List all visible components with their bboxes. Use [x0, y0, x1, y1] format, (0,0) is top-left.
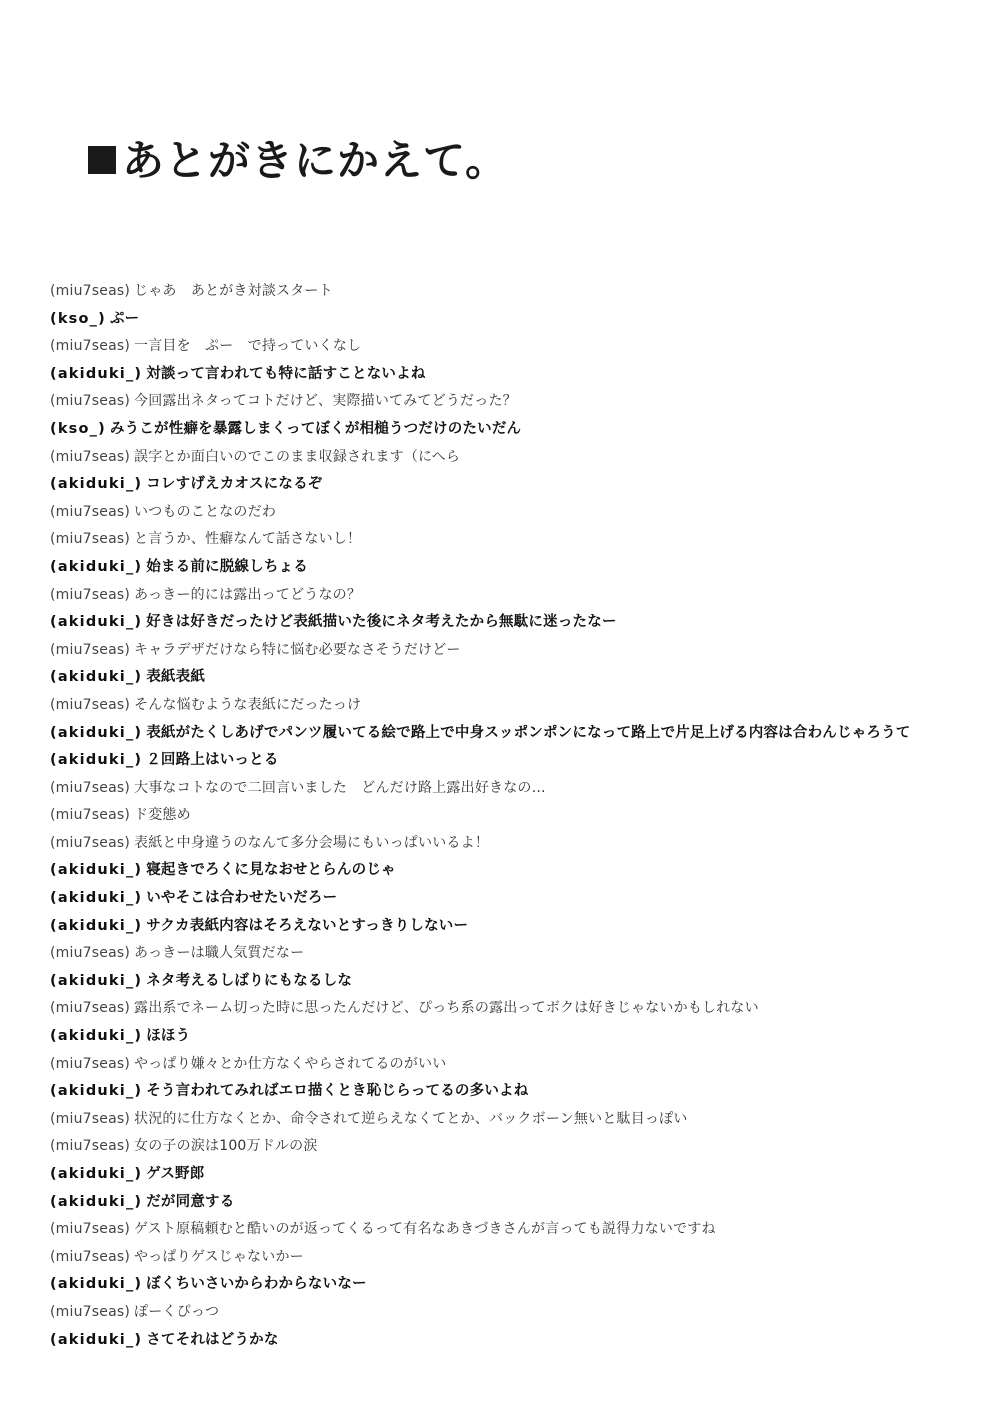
chat-line [50, 885, 970, 913]
chat-line [50, 361, 970, 389]
chat-line [50, 278, 970, 306]
chat-line [50, 388, 970, 416]
chat-speaker: (miu7seas) [50, 338, 131, 355]
chat-message: 誤字とか面白いのでこのまま収録されます（にへら [134, 448, 461, 465]
chat-line [50, 1216, 970, 1244]
chat-speaker: (akiduki_) [50, 724, 143, 741]
chat-speaker: (akiduki_) [50, 752, 143, 769]
chat-message: じゃあ あとがき対談スタート [134, 283, 333, 299]
chat-speaker: (miu7seas) [50, 586, 131, 603]
chat-speaker: (akiduki_) [50, 1083, 143, 1100]
chat-line [50, 1244, 970, 1272]
chat-message: 女の子の涙は100万ドルの涙 [134, 1138, 318, 1155]
chat-message: あっきー的には露出ってどうなの？ [134, 586, 362, 603]
chat-message: ゲス野郎 [146, 1166, 205, 1182]
chat-line [50, 582, 970, 610]
chat-line [50, 444, 970, 472]
chat-message: 状況的に仕方なくとか、命令されて逆らえなくてとか、バックボーン無いと駄目っぽい [134, 1110, 688, 1127]
chat-message: みうこが性癖を暴露しまくってぼくが相槌うつだけのたいだん [109, 420, 522, 437]
chat-message: あっきーは職人気質だなー [134, 945, 305, 962]
chat-message: 表紙と中身違うのなんて多分会場にもいっぱいいるよ！ [134, 834, 490, 851]
chat-line [50, 1327, 970, 1355]
chat-speaker: (miu7seas) [50, 641, 131, 658]
chat-speaker: (miu7seas) [50, 834, 131, 851]
chat-speaker: (miu7seas) [50, 1248, 131, 1265]
chat-message: やっぱりゲスじゃないかー [134, 1248, 304, 1265]
chat-message: 露出系でネーム切った時に思ったんだけど、ぴっち系の露出ってボクは好きじゃないかもしれない [134, 1000, 759, 1017]
chat-speaker: (miu7seas) [50, 1110, 131, 1127]
chat-speaker: (akiduki_) [50, 1028, 143, 1045]
chat-line [50, 968, 970, 996]
chat-speaker: (akiduki_) [50, 365, 143, 382]
chat-line [50, 526, 970, 554]
chat-message: そんな悩むような表紙にだったっけ [134, 696, 362, 713]
chat-line [50, 692, 970, 720]
chat-line [50, 416, 970, 444]
chat-message: 大事なコトなので二回言いました どんだけ路上露出好きなの… [134, 779, 546, 796]
chat-line [50, 720, 970, 748]
chat-message: ゲスト原稿頼むと酷いのが返ってくるって有名なあきづきさんが言っても説得力ないですね [134, 1221, 716, 1238]
chat-line [50, 1106, 970, 1134]
chat-message: コレすげえカオスになるぞ [146, 476, 323, 493]
chat-message: やっぱり嫌々とか仕方なくやらされてるのがいい [134, 1055, 447, 1072]
chat-speaker: (akiduki_) [50, 1193, 143, 1210]
chat-message: 表紙がたくしあげでパンツ履いてる絵で路上で中身スッポンポンになって路上で片足上げる内容は合わんじゃろうて [146, 724, 911, 741]
chat-speaker: (akiduki_) [50, 862, 143, 879]
chat-line [50, 940, 970, 968]
chat-speaker: (miu7seas) [50, 1221, 131, 1238]
chat-speaker: (miu7seas) [50, 1055, 131, 1072]
chat-message: ぼくちいさいからわからないなー [146, 1276, 367, 1293]
chat-line [50, 995, 970, 1023]
chat-speaker: (miu7seas) [50, 696, 131, 713]
chat-message: 表紙表紙 [146, 669, 206, 686]
chat-message: 始まる前に脱線しちょる [146, 558, 308, 575]
chat-speaker: (miu7seas) [50, 945, 131, 962]
chat-message: ぷー [109, 310, 140, 327]
chat-line [50, 775, 970, 803]
chat-message: 寝起きでろくに見なおせとらんのじゃ [146, 862, 396, 879]
chat-line [50, 1133, 970, 1161]
chat-message: いやそこは合わせたいだろー [146, 890, 338, 907]
chat-line [50, 306, 970, 334]
chat-message: ほほう [146, 1028, 191, 1045]
chat-speaker: (miu7seas) [50, 448, 131, 465]
chat-speaker: (akiduki_) [50, 614, 143, 631]
chat-line [50, 1189, 970, 1217]
chat-speaker: (miu7seas) [50, 779, 131, 796]
chat-speaker: (miu7seas) [50, 283, 131, 299]
chat-message: だが同意する [146, 1193, 235, 1210]
chat-speaker: (akiduki_) [50, 476, 143, 493]
chat-message: サクカ表紙内容はそろえないとすっきりしないー [146, 917, 469, 934]
chat-speaker: (miu7seas) [50, 807, 131, 824]
chat-speaker: (miu7seas) [50, 503, 131, 520]
chat-line [50, 1023, 970, 1051]
chat-speaker: (akiduki_) [50, 1166, 143, 1182]
chat-line [50, 1078, 970, 1106]
black-square-icon [88, 146, 116, 174]
chat-message: 今回露出ネタってコトだけど、実際描いてみてどうだった？ [134, 393, 517, 410]
chat-line [50, 609, 970, 637]
chat-message: ネタ考えるしばりにもなるしな [146, 972, 353, 989]
chat-message: 好きは好きだったけど表紙描いた後にネタ考えたから無駄に迷ったなー [146, 614, 617, 631]
chat-speaker: (miu7seas) [50, 1000, 131, 1017]
chat-speaker: (akiduki_) [50, 972, 143, 989]
chat-speaker: (kso_) [50, 420, 106, 437]
chat-line [50, 857, 970, 885]
chat-message: そう言われてみればエロ描くとき恥じらってるの多いよね [146, 1083, 529, 1100]
chat-line [50, 333, 970, 361]
title-text: あとがきにかえて。 [122, 136, 509, 185]
chat-speaker: (kso_) [50, 310, 106, 327]
chat-message: ド変態め [134, 807, 191, 824]
chat-line [50, 664, 970, 692]
chat-message: キャラデザだけなら特に悩む必要なさそうだけどー [134, 641, 461, 658]
chat-speaker: (akiduki_) [50, 669, 143, 686]
chat-line [50, 830, 970, 858]
chat-speaker: (akiduki_) [50, 558, 143, 575]
chat-line [50, 1271, 970, 1299]
chat-message: 一言目を ぷー で持っていくなし [134, 338, 362, 355]
chat-line [50, 1299, 970, 1327]
chat-line [50, 802, 970, 830]
chat-message: 対談って言われても特に話すことないよね [146, 365, 426, 382]
chat-line [50, 471, 970, 499]
chat-speaker: (miu7seas) [50, 531, 131, 548]
chat-line [50, 913, 970, 941]
chat-speaker: (akiduki_) [50, 1331, 143, 1348]
chat-line [50, 637, 970, 665]
chat-speaker: (miu7seas) [50, 393, 131, 410]
chat-message: と言うか、性癖なんて話さないし！ [134, 531, 362, 548]
chat-speaker: (akiduki_) [50, 1276, 143, 1293]
chat-line [50, 499, 970, 527]
page-title [88, 128, 508, 188]
chat-line [50, 1051, 970, 1079]
chat-message: いつものことなのだわ [134, 503, 277, 520]
chat-log [50, 278, 970, 1354]
chat-speaker: (miu7seas) [50, 1303, 131, 1320]
chat-message: ２回路上はいっとる [146, 752, 279, 769]
chat-line [50, 554, 970, 582]
chat-line [50, 1161, 970, 1189]
chat-speaker: (akiduki_) [50, 890, 143, 907]
chat-message: ぽーくぴっつ [134, 1303, 220, 1320]
chat-line [50, 747, 970, 775]
chat-message: さてそれはどうかな [146, 1331, 279, 1348]
chat-speaker: (akiduki_) [50, 917, 143, 934]
chat-speaker: (miu7seas) [50, 1138, 131, 1155]
